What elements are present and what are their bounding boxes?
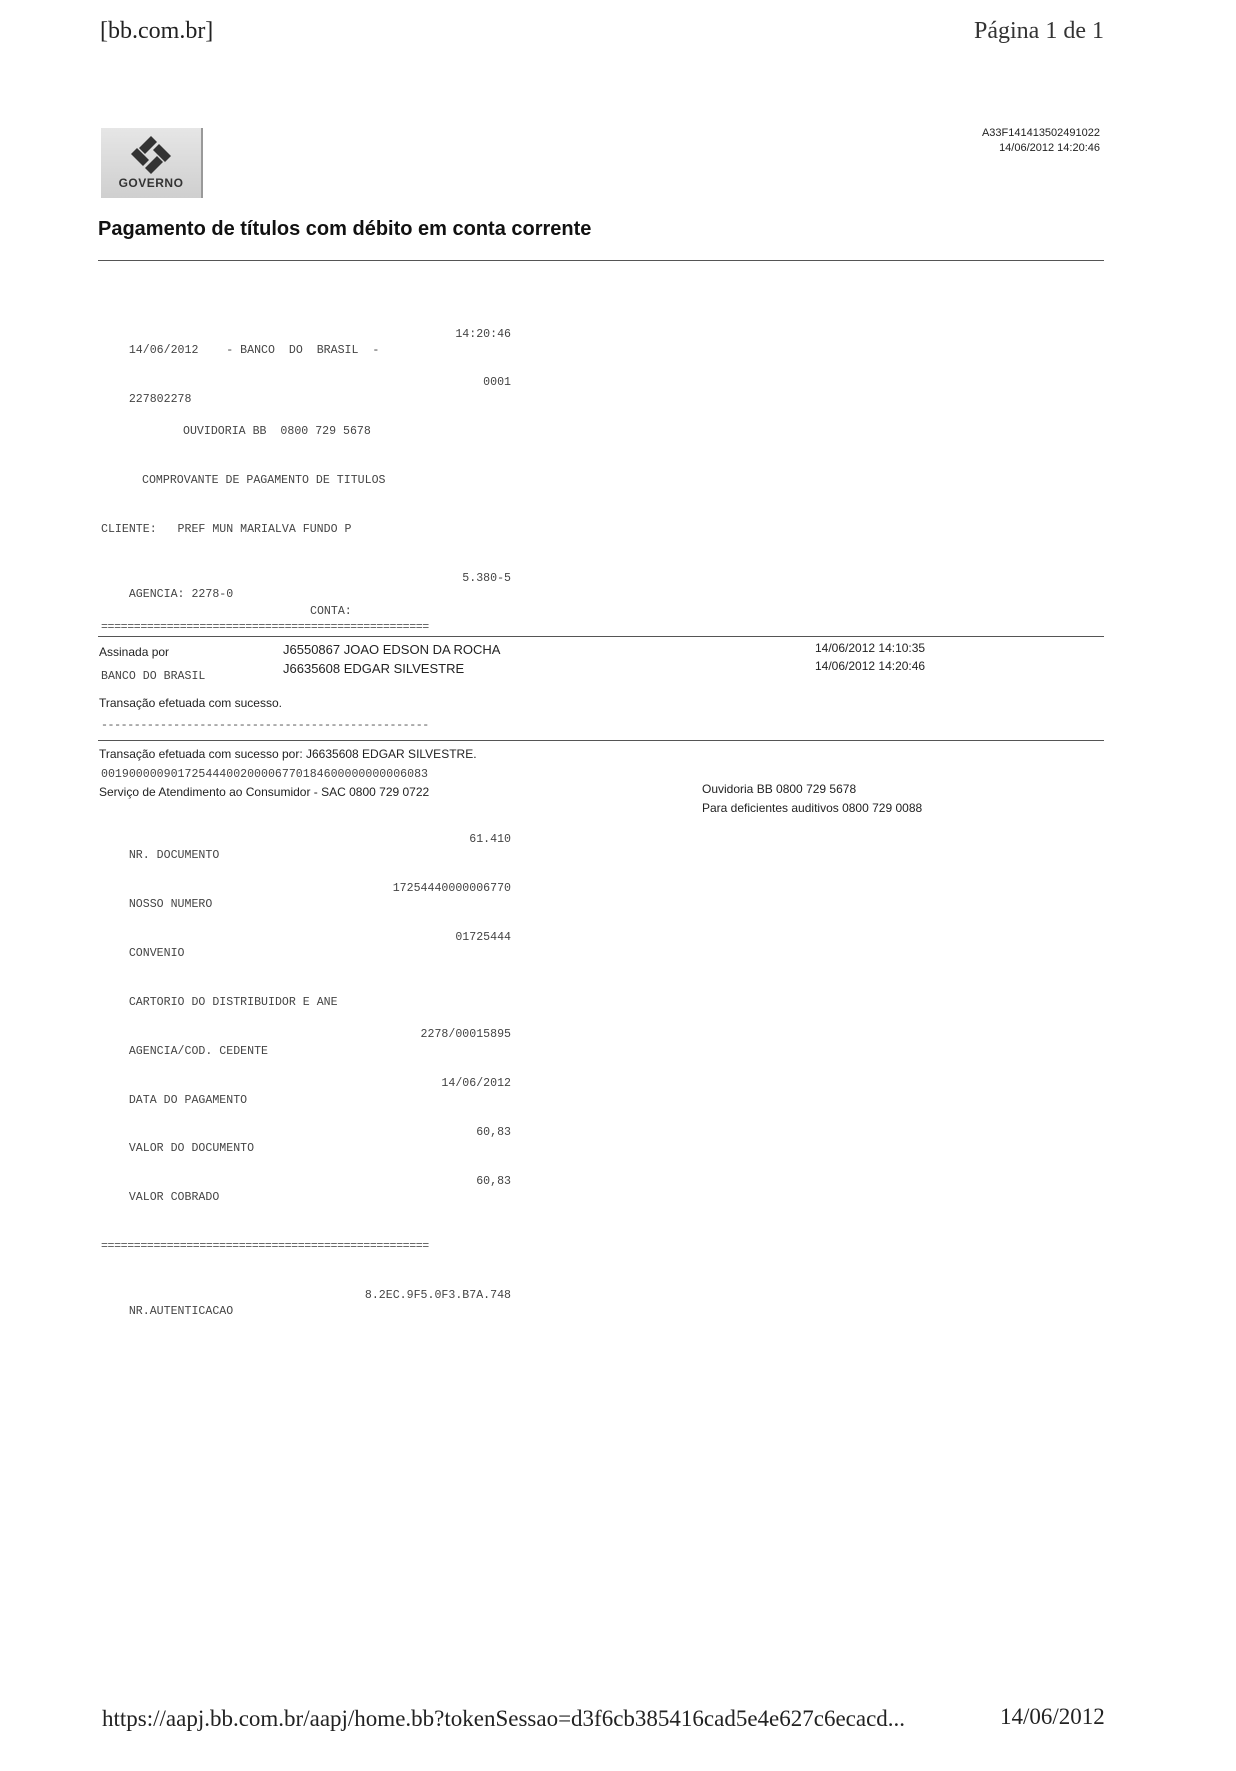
receipt-field-value: 60,83 [476, 1126, 511, 1140]
signature-time: 14/06/2012 14:10:35 [815, 641, 926, 655]
receipt-bank-name: BANCO DO BRASIL [101, 669, 206, 683]
receipt-separator-double: ================================================== [101, 620, 429, 634]
auth-code: A33F141413502491022 [981, 127, 1100, 139]
receipt-separator-single: -------------------------------------------------- [101, 718, 429, 732]
receipt-field-label: CONVENIO [128, 946, 185, 960]
receipt-terminal-line [101, 375, 521, 406]
bb-governo-logo [101, 128, 203, 198]
receipt-field-label: VALOR COBRADO [128, 1191, 220, 1205]
print-header-site: [bb.com.br] [100, 18, 214, 44]
receipt-field-label: AGENCIA/COD. CEDENTE [128, 1044, 268, 1058]
receipt-time: 14:20:46 [455, 327, 511, 341]
signatures-label: Assinada por [99, 645, 170, 659]
receipt-barcode: 00190000090172544400200006770184600000000006083 [101, 767, 428, 781]
receipt-terminal: 227802278 [128, 392, 192, 406]
sac-contact: Serviço de Atendimento ao Consumidor - SAC 0800 729 0722 [99, 785, 430, 799]
status-by-message: Transação efetuada com sucesso por: J6635608 EDGAR SILVESTRE. [99, 747, 477, 761]
receipt-conta-label: CONTA: [310, 604, 352, 618]
receipt-ouvidoria: OUVIDORIA BB 0800 729 5678 [183, 425, 371, 439]
signature-time: 14/06/2012 14:20:46 [815, 659, 926, 673]
receipt-account-line [101, 571, 521, 618]
authentication-header [982, 126, 1100, 156]
ouvidoria-contact: Ouvidoria BB 0800 729 5678 [702, 782, 857, 796]
receipt-field-row [101, 978, 521, 1009]
bb-logo-icon [127, 134, 175, 176]
signer-name: J6550867 JOAO EDSON DA ROCHA [283, 642, 501, 657]
receipt-separator-double: ================================================== [101, 1240, 429, 1254]
receipt-field-value: 2278/00015895 [420, 1028, 511, 1042]
print-header-page-number: Página 1 de 1 [974, 18, 1104, 44]
receipt-field-row [101, 1027, 521, 1058]
receipt-sequence: 0001 [483, 376, 511, 390]
receipt-field-row [101, 881, 521, 911]
receipt-field-label: CARTORIO DO DISTRIBUIDOR E ANE [128, 995, 338, 1009]
page-title: Pagamento de títulos com débito em conta corrente [98, 218, 592, 240]
auth-timestamp: 14/06/2012 14:20:46 [999, 142, 1100, 154]
receipt-conta-value: 5.380-5 [462, 572, 511, 586]
receipt-comprovante-title: COMPROVANTE DE PAGAMENTO DE TITULOS [142, 474, 386, 488]
title-divider [98, 260, 1104, 261]
receipt-field-row [101, 832, 521, 863]
receipt-field-label: NOSSO NUMERO [128, 897, 213, 911]
logo-label: GOVERNO [118, 176, 184, 190]
receipt-date-bank: 14/06/2012 - BANCO DO BRASIL - [128, 343, 380, 357]
status-message: Transação efetuada com sucesso. [99, 696, 282, 710]
receipt-authentication-line [101, 1288, 521, 1319]
payment-receipt [101, 294, 521, 1321]
receipt-cliente: CLIENTE: PREF MUN MARIALVA FUNDO P [101, 523, 352, 537]
receipt-field-row [101, 1125, 521, 1156]
receipt-field-label: NR. DOCUMENTO [128, 849, 220, 863]
receipt-field-value: 61.410 [469, 832, 511, 846]
print-footer-date: 14/06/2012 [1000, 1704, 1105, 1729]
status-divider [98, 740, 1104, 741]
receipt-agencia: AGENCIA: 2278-0 [128, 588, 234, 602]
receipt-field-row [101, 1174, 521, 1205]
receipt-field-row [101, 930, 521, 960]
receipt-autenticacao-label: NR.AUTENTICACAO [128, 1305, 234, 1319]
receipt-field-value: 17254440000006770 [392, 881, 511, 895]
signer-name: J6635608 EDGAR SILVESTRE [283, 661, 465, 676]
receipt-divider [98, 636, 1104, 637]
receipt-field-row [101, 1076, 521, 1107]
print-footer-url: https://aapj.bb.com.br/aapj/home.bb?tokenSessao=d3f6cb385416cad5e4e627c6ecacd... [102, 1706, 906, 1731]
receipt-field-value: 01725444 [455, 930, 511, 944]
deficientes-contact: Para deficientes auditivos 0800 729 0088 [702, 801, 923, 815]
receipt-field-value: 14/06/2012 [441, 1077, 511, 1091]
receipt-field-label: DATA DO PAGAMENTO [128, 1093, 248, 1107]
receipt-header-line [101, 327, 521, 357]
receipt-field-value: 60,83 [476, 1175, 511, 1189]
receipt-autenticacao-value: 8.2EC.9F5.0F3.B7A.748 [364, 1289, 511, 1303]
receipt-field-label: VALOR DO DOCUMENTO [128, 1142, 255, 1156]
